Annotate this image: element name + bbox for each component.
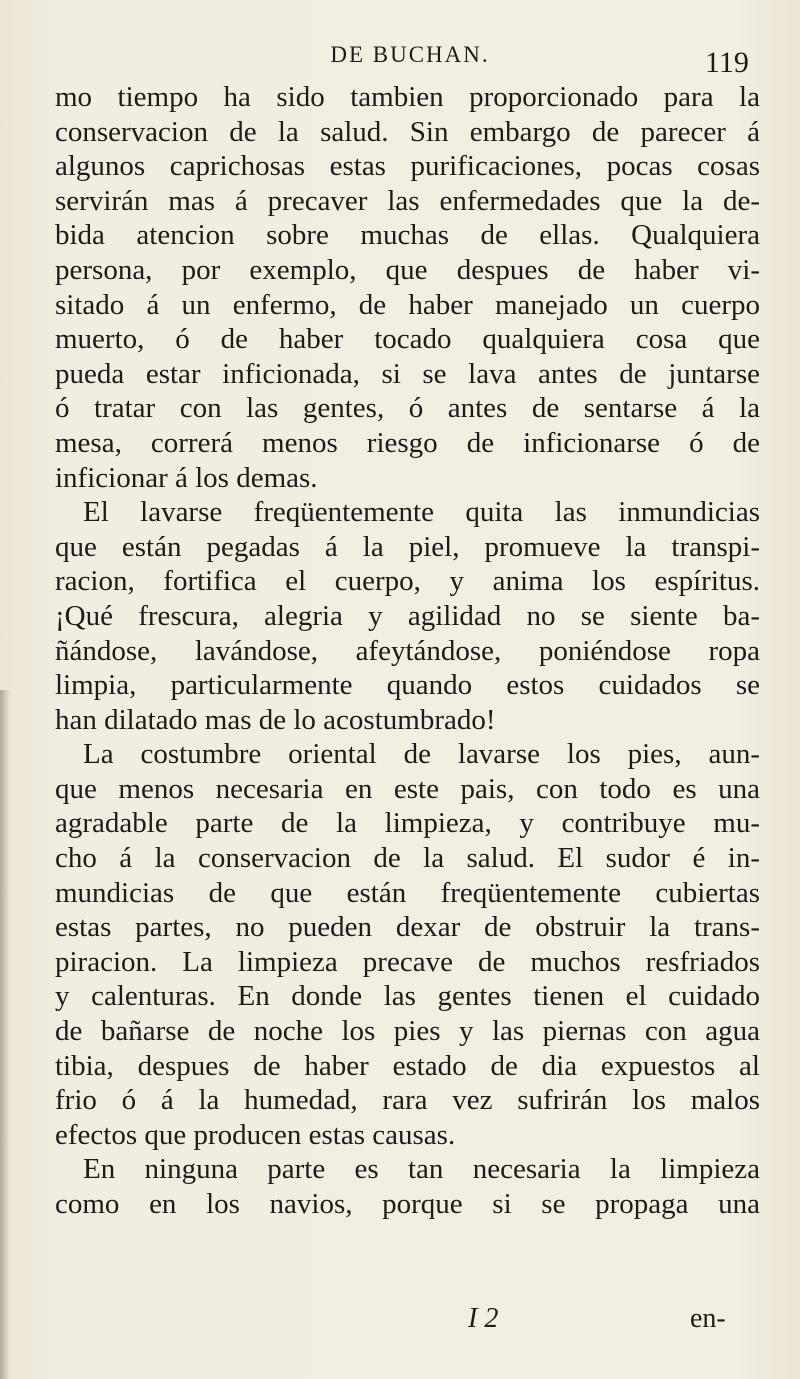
text-line: conservacion de la salud. Sin embargo de parecer á <box>55 115 760 148</box>
text-line: persona, por exemplo, que despues de haber vi- <box>55 253 760 286</box>
page-footer <box>0 1303 800 1343</box>
running-title: DE BUCHAN. <box>330 42 490 67</box>
text-line: ó tratar con las gentes, ó antes de sentarse á la <box>55 392 760 425</box>
text-line: efectos que producen estas causas. <box>55 1118 456 1151</box>
text-line: y calenturas. En donde las gentes tienen el cuidado <box>55 980 760 1013</box>
text-line: mundicias de que están freqüentemente cubiertas <box>55 876 760 909</box>
text-line: muerto, ó de haber tocado qualquiera cosa que <box>55 323 760 356</box>
text-line: ñándose, lavándose, afeytándose, poniéndose ropa <box>55 634 760 667</box>
text-line: racion, fortifica el cuerpo, y anima los espíritus. <box>55 565 760 598</box>
text-line: mesa, correrá menos riesgo de inficionarse ó de <box>55 426 760 459</box>
catchword: en- <box>690 1303 726 1334</box>
text-line: como en los navios, porque si se propaga una <box>55 1188 760 1220</box>
page-number: 119 <box>705 46 749 79</box>
text-line: frio ó á la humedad, rara vez sufrirán los malos <box>55 1084 760 1117</box>
text-line: inficionar á los demas. <box>55 461 318 494</box>
text-line: que están pegadas á la piel, promueve la transpi- <box>55 530 760 563</box>
text-line: que menos necesaria en este pais, con todo es una <box>55 772 760 805</box>
signature-mark: I 2 <box>468 1303 499 1334</box>
text-line: mo tiempo ha sido tambien proporcionado para la <box>55 81 760 113</box>
text-line: El lavarse freqüentemente quita las inmundicias <box>83 496 760 529</box>
text-line: tibia, despues de haber estado de dia expuestos al <box>55 1049 760 1082</box>
text-line: ¡Qué frescura, alegria y agilidad no se siente ba- <box>55 599 760 632</box>
text-line: limpia, particularmente quando estos cuidados se <box>55 669 760 702</box>
body-text <box>55 80 760 1222</box>
text-line: bida atencion sobre muchas de ellas. Qualquiera <box>55 219 760 252</box>
text-line: piracion. La limpieza precave de muchos resfriados <box>55 945 760 978</box>
text-line: sitado á un enfermo, de haber manejado un cuerpo <box>55 288 760 321</box>
text-line: agradable parte de la limpieza, y contribuye mu- <box>55 807 760 840</box>
text-line: La costumbre oriental de lavarse los pies, aun- <box>83 738 760 771</box>
text-line: En ninguna parte es tan necesaria la limpieza <box>83 1153 760 1186</box>
text-line: pueda estar inficionada, si se lava antes de juntarse <box>55 357 760 390</box>
text-line: algunos caprichosas estas purificaciones, pocas cosas <box>55 150 760 183</box>
text-line: estas partes, no pueden dexar de obstruir la trans- <box>55 911 760 944</box>
text-line: han dilatado mas de lo acostumbrado! <box>55 703 496 736</box>
text-line: servirán mas á precaver las enfermedades que la de- <box>55 184 760 217</box>
text-line: de bañarse de noche los pies y las piernas con agua <box>55 1015 760 1048</box>
page-edge-shadow <box>0 690 10 1379</box>
running-head <box>0 42 800 68</box>
text-line: cho á la conservacion de la salud. El sudor é in- <box>55 842 760 875</box>
